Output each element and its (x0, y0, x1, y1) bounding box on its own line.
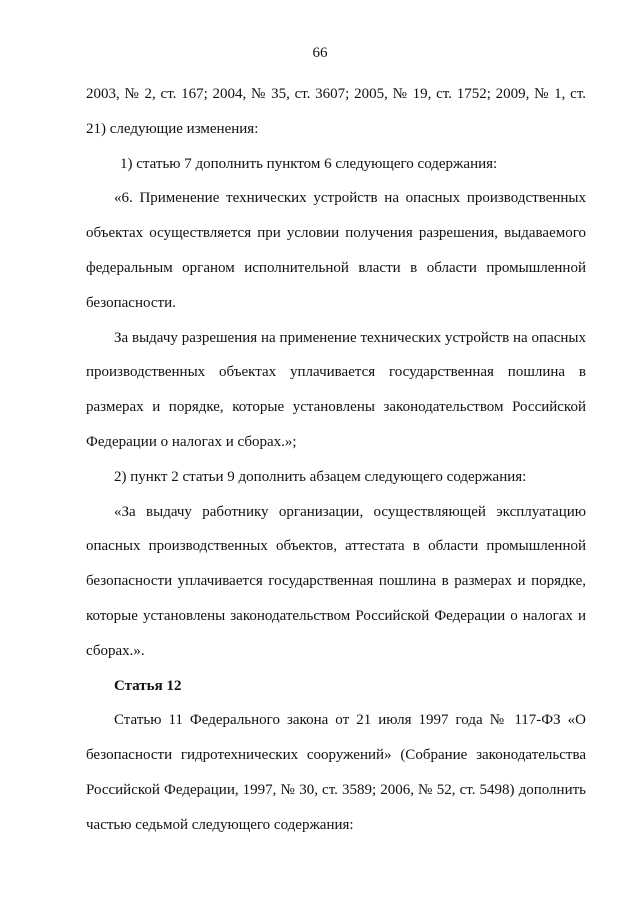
paragraph-continuation: 2003, № 2, ст. 167; 2004, № 35, ст. 3607; 2005, № 19, ст. 1752; 2009, № 1, ст. 21) следующие изменения: (86, 86, 586, 137)
paragraph-article-12: Статью 11 Федерального закона от 21 июля 1997 года № 117-ФЗ «О безопасности гидротехнических сооружений» (Собрание законодательства Российской Федерации, 1997, № 30, ст. 3589; 2006, № 52, ст. 5498) дополнить частью седьмой следующего содержания: (86, 712, 586, 833)
article-heading: Статья 12 (114, 677, 182, 694)
paragraph-quote-1: «6. Применение технических устройств на опасных производственных объектах осуществляется при условии получения разрешения, выдаваемого федеральным органом исполнительной власти в области промышленной безопасности. (86, 190, 586, 311)
paragraph-item-1: 1) статью 7 дополнить пунктом 6 следующего содержания: (120, 155, 498, 172)
paragraph-item-2: 2) пункт 2 статьи 9 дополнить абзацем следующего содержания: (114, 468, 527, 485)
page-number: 66 (312, 45, 328, 61)
document-body (86, 77, 586, 843)
paragraph-quote-2: «За выдачу работнику организации, осуществляющей эксплуатацию опасных производственных объектов, аттестата в области промышленной безопасности уплачивается государственная пошлина в размерах и порядке, которые установлены законодательством Российской Федерации о налогах и сборах.». (86, 503, 586, 659)
paragraph-fee-1: За выдачу разрешения на применение технических устройств на опасных производственных объектах уплачивается государственная пошлина в размерах и порядке, которые установлены законодательством Российской Федерации о налогах и сборах.»; (86, 329, 586, 450)
